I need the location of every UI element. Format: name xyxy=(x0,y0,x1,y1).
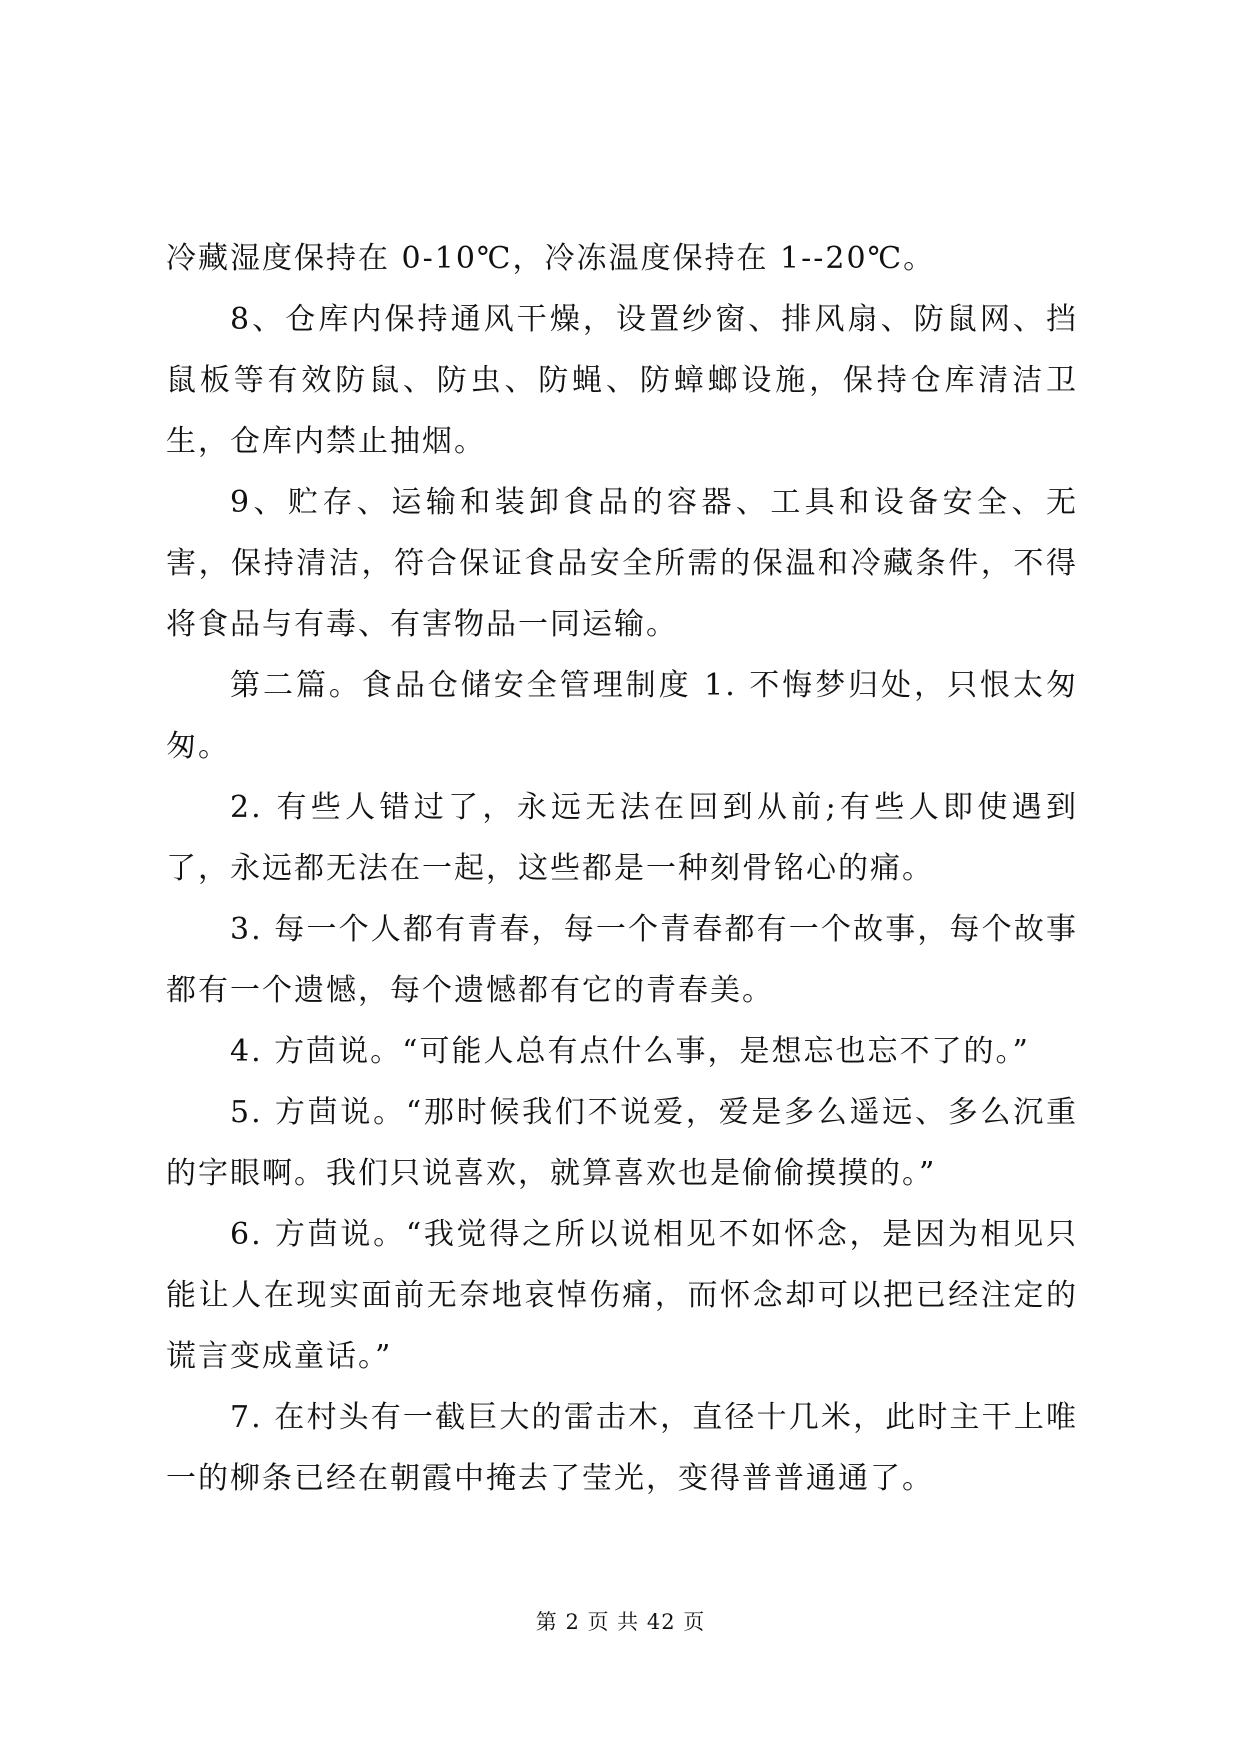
paragraph-9: 6. 方茴说。“我觉得之所以说相见不如怀念，是因为相见只能让人在现实面前无奈地哀悼伤痛，而怀念却可以把已经注定的谎言变成童话。” xyxy=(166,1217,1078,1374)
paragraph-2: 8、仓库内保持通风干燥，设置纱窗、排风扇、防鼠网、挡鼠板等有效防鼠、防虫、防蝇、防蟑螂设施，保持仓库清洁卫生，仓库内禁止抽烟。 xyxy=(166,302,1078,459)
document-body xyxy=(166,228,1078,1509)
paragraph-3: 9、贮存、运输和装卸食品的容器、工具和设备安全、无害，保持清洁，符合保证食品安全所需的保温和冷藏条件，不得将食品与有毒、有害物品一同运输。 xyxy=(166,485,1078,642)
paragraph-7: 4. 方茴说。“可能人总有点什么事，是想忘也忘不了的。” xyxy=(230,1034,1030,1069)
paragraph-6: 3. 每一个人都有青春，每一个青春都有一个故事，每个故事都有一个遗憾，每个遗憾都有它的青春美。 xyxy=(166,912,1078,1008)
paragraph-1: 冷藏湿度保持在 0-10℃，冷冻温度保持在 1--20℃。 xyxy=(166,241,936,276)
paragraph-5: 2. 有些人错过了，永远无法在回到从前;有些人即使遇到了，永远都无法在一起，这些都是一种刻骨铭心的痛。 xyxy=(166,790,1078,886)
page-footer: 第 2 页 共 42 页 xyxy=(535,1610,706,1634)
paragraph-10: 7. 在村头有一截巨大的雷击木，直径十几米，此时主干上唯一的柳条已经在朝霞中掩去了莹光，变得普普通通了。 xyxy=(166,1400,1078,1496)
paragraph-8: 5. 方茴说。“那时候我们不说爱，爱是多么遥远、多么沉重的字眼啊。我们只说喜欢，就算喜欢也是偷偷摸摸的。” xyxy=(166,1095,1078,1191)
paragraph-4: 第二篇。食品仓储安全管理制度 1. 不悔梦归处，只恨太匆匆。 xyxy=(166,668,1078,764)
